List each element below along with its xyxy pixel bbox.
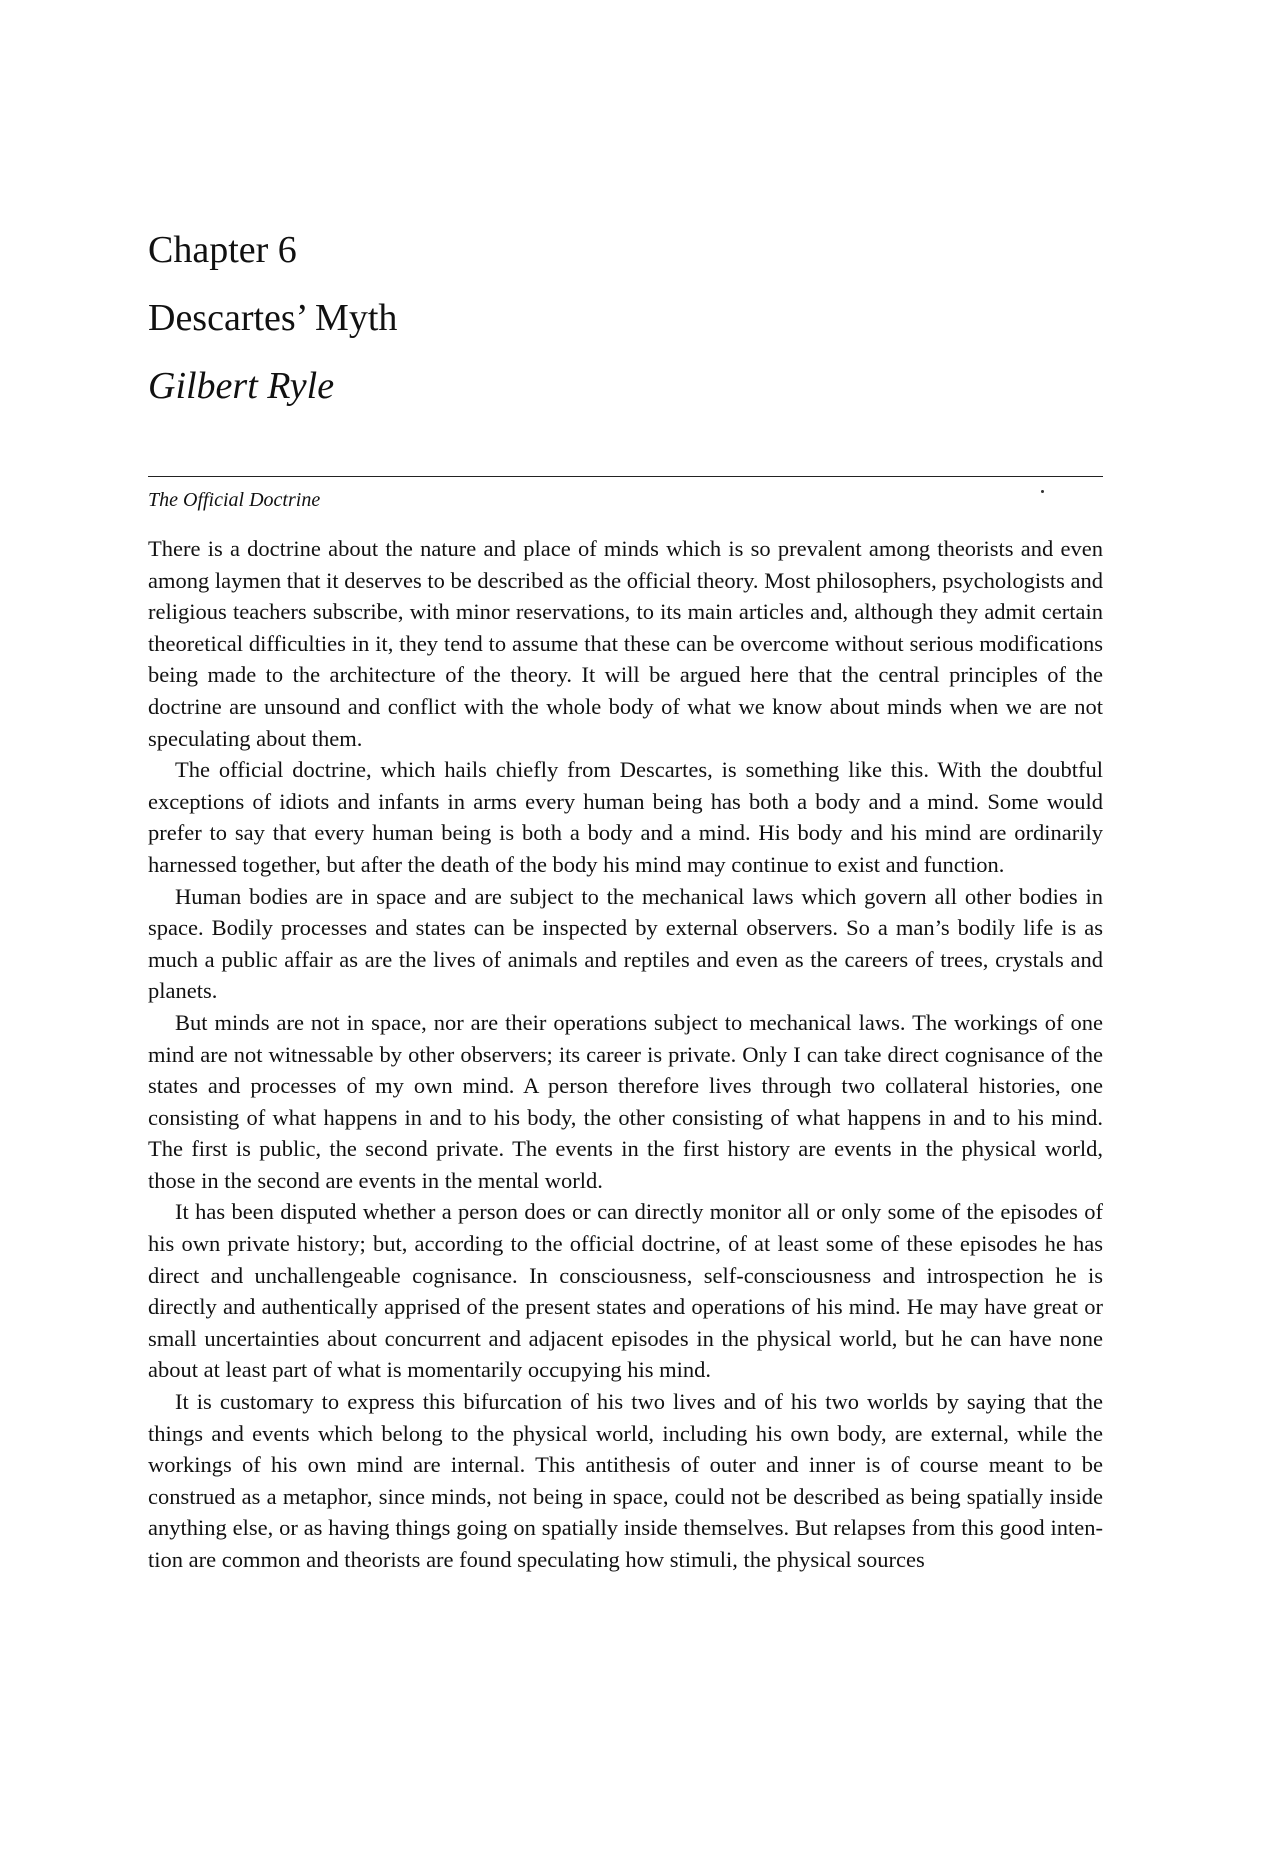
chapter-number: Chapter 6 [148,229,297,271]
section-divider [148,476,1103,477]
speck-mark [1041,490,1044,493]
paragraph: There is a doctrine about the nature and place of minds which is so prevalent among theorists and even among laymen that it deserves to be described as the official theory. Most philosophers, psychologists and religious teachers subscribe, with minor reservations, to its main articles and, although they admit certain theoretical difficulties in it, they tend to assume that these can be overcome without serious modifications being made to the architecture of the theory. It will be argued here that the central principles of the doctrine are unsound and conflict with the whole body of what we know about minds when we are not speculating about them. [148,536,1103,751]
chapter-heading [148,230,848,406]
paragraph: But minds are not in space, nor are their operations subject to mechanical laws. The workings of one mind are not witnessable by other observers; its career is private. Only I can take direct cognisance of the states and processes of my own mind. A person therefore lives through two collateral histories, one consisting of what happens in and to his body, the other consisting of what happens in and to his mind. The first is public, the second private. The events in the first history are events in the physical world, those in the second are events in the mental world. [148,1009,1103,1193]
paragraph: It has been disputed whether a person does or can directly monitor all or only some of the episodes of his own private history; but, according to the official doctrine, of at least some of these episodes he has direct and unchallengeable cognisance. In consciousness, self-consciousness and introspection he is directly and authentically apprised of the present states and operations of his mind. He may have great or small uncertainties about concurrent and adjacent episodes in the physical world, but he can have none about at least part of what is momentarily occupying his mind. [148,1199,1103,1383]
chapter-title: Descartes’ Myth [148,297,398,339]
paragraph: It is customary to express this bifurcation of his two lives and of his two worlds by saying that the things and events which belong to the physical world, including his own body, are external, while the workings of his own mind are internal. This antithesis of outer and inner is of course meant to be construed as a metaphor, since minds, not being in space, could not be described as being spatially inside anything else, or as having things going on spatially inside themselves. But relapses from this good intention are common and theorists are found speculating how stimuli, the physical sources [148,1389,1103,1572]
paragraph: The official doctrine, which hails chiefly from Descartes, is something like this. With the doubtful exceptions of idiots and infants in arms every human being has both a body and a mind. Some would prefer to say that every human being is both a body and a mind. His body and his mind are ordinarily harnessed together, but after the death of the body his mind may continue to exist and function. [148,757,1103,877]
section-heading: The Official Doctrine [148,489,321,511]
paragraph: Human bodies are in space and are subject to the mechanical laws which govern all other bodies in space. Bodily processes and states can be inspected by external observers. So a man’s bodily life is as much a public affair as are the lives of animals and reptiles and even as the careers of trees, crystals and planets. [148,883,1103,1004]
body-text [148,533,1103,1576]
chapter-author: Gilbert Ryle [148,365,335,407]
